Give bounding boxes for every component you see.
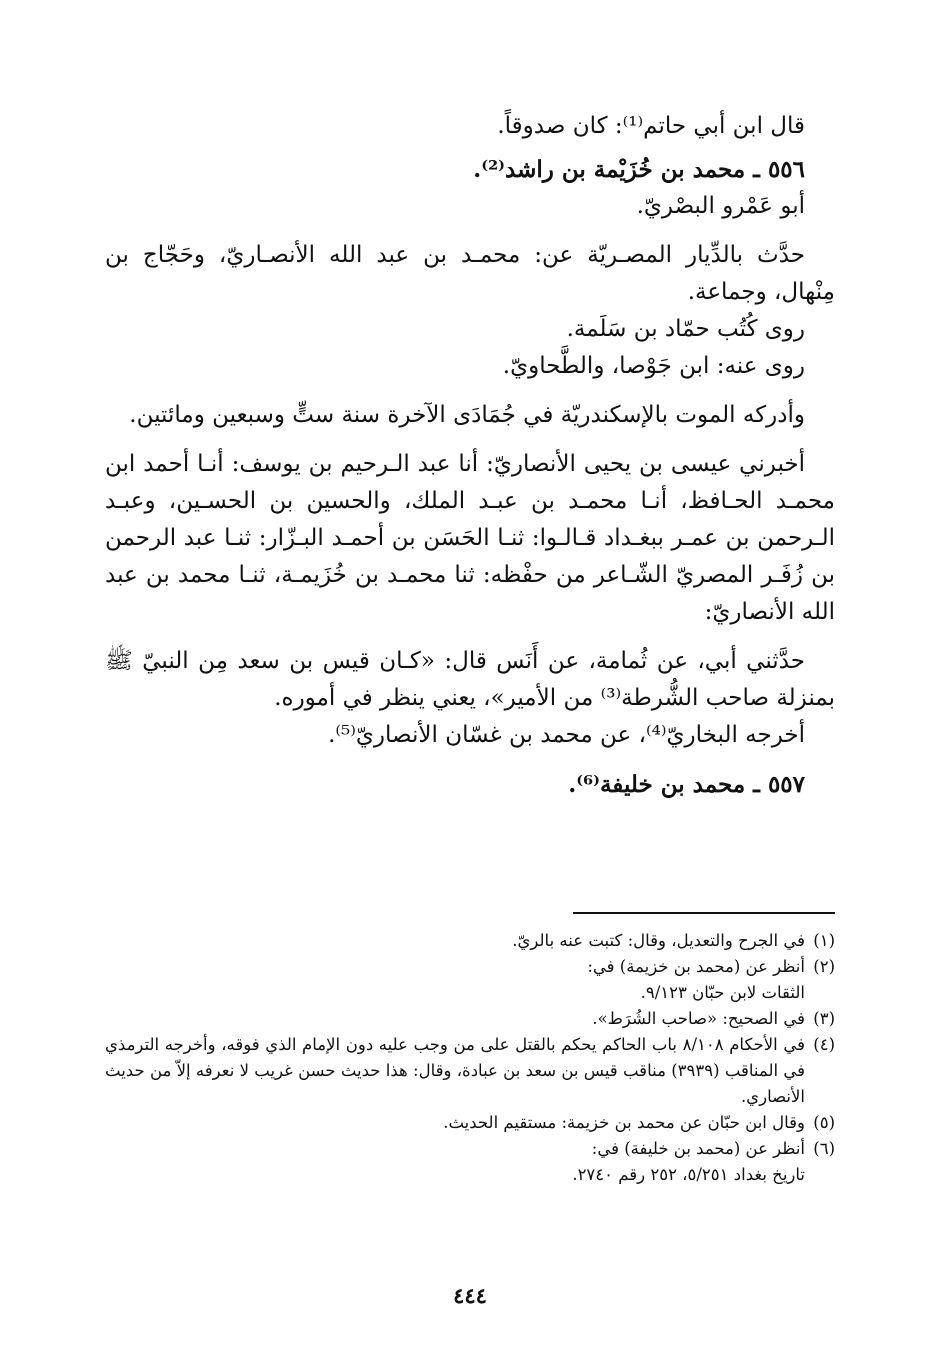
paragraph-haddath: حدَّث بالدِّيار المصـريّة عن: محمـد بن عبد الله الأنصـاريّ، وحَجّاج بن مِنْهال، وجماعة. <box>105 242 835 305</box>
footnote-text <box>105 954 805 1006</box>
footnote-line: الثقات لابن حبّان ٩/١٢٣. <box>640 983 805 1002</box>
paragraph-rawa-anhu: روى عنه: ابن جَوْصا، والطَّحاويّ. <box>502 353 805 379</box>
footnote <box>105 1006 835 1032</box>
entry-heading-557: ٥٥٧ ـ محمد بن خليفة⁽⁶⁾. <box>568 771 805 798</box>
footnote-line: في الصحيح: «صاحب الشُرَط». <box>592 1009 805 1028</box>
footnote-number: (٤) <box>813 1035 835 1054</box>
paragraph-rawa-kutub: روى كُتُب حمّاد بن سَلَمة. <box>566 316 805 342</box>
footnote <box>105 1032 835 1110</box>
main-text <box>105 108 835 803</box>
footnote-number: (٥) <box>813 1113 835 1132</box>
paragraph-abi-hatim: قال ابن أبي حاتم⁽¹⁾: كان صدوقاً. <box>497 113 805 139</box>
footnote-text <box>105 1006 805 1032</box>
footnote-number: (٦) <box>813 1139 835 1158</box>
footnote-line: أنظر عن (محمد بن خزيمة) في: <box>587 957 805 976</box>
footnote-line: في الأحكام ٨/١٠٨ باب الحاكم يحكم بالقتل على من وجب عليه دون الإمام الذي فوقه، وأخرجه الترمذي في المناقب (٣٩٣٩) مناقب قيس بن سعد بن عبادة، وقال: هذا حديث حسن غريب لا نعرفه إلاّ من حديث الأنصاري. <box>105 1035 805 1106</box>
footnote <box>105 1136 835 1188</box>
footnote-number: (٢) <box>813 957 835 976</box>
footnote <box>105 928 835 954</box>
footnote <box>105 1110 835 1136</box>
footnote-number: (١) <box>813 931 835 950</box>
paragraph-takhrij: أخرجه البخاريّ⁽⁴⁾، عن محمد بن غسّان الأنصاريّ⁽⁵⁾. <box>328 722 805 748</box>
paragraph-kunya: أبو عَمْرو البصْريّ. <box>636 193 805 219</box>
paragraph-isnad: أخبرني عيسى بن يحيى الأنصاريّ: أنا عبد الـرحيم بن يوسف: أنـا أحمد ابن محمـد الحـافظ، أنـا محمـد بن عبـد الملك، والحسين بن الحسـين، وعبـد الـرحمن بن عمـر ببغـداد قـالـوا: ثنـا الحَسَن بن أحمـد البـزّار: ثنـا عبد الرحمن بن زُفَـر المصريّ الشّـاعر من حفْظه: ثنا محمـد بن خُزَيمـة، ثنـا محمد بن عبد الله الأنصاريّ: <box>105 451 835 625</box>
entry-heading-556: ٥٥٦ ـ محمد بن خُزَيْمة بن راشد⁽²⁾. <box>473 156 805 183</box>
page-number: ٤٤٤ <box>453 1283 487 1308</box>
footnote-text <box>105 928 805 954</box>
footnote-line: في الجرح والتعديل، وقال: كتبت عنه بالريّ. <box>512 931 805 950</box>
footnote-number: (٣) <box>813 1009 835 1028</box>
footnote-separator <box>573 912 835 914</box>
footnote-text <box>105 1136 805 1188</box>
footnotes <box>105 928 835 1188</box>
paragraph-death: وأدركه الموت بالإسكندريّة في جُمَادَى الآخرة سنة ستٍّ وسبعين ومائتين. <box>129 402 805 428</box>
footnote-text <box>105 1032 805 1110</box>
footnote-line: أنظر عن (محمد بن خليفة) في: <box>591 1139 805 1158</box>
footnote-line: وقال ابن حبّان عن محمد بن خزيمة: مستقيم الحديث. <box>443 1113 805 1132</box>
paragraph-hadith: حدَّثني أبي، عن ثُمامة، عن أَنَس قال: «كـان قيس بن سعد مِن النبيّ ﷺ بمنزلة صاحب الشُّرطة⁽³⁾ من الأمير»، يعني ينظر في أموره. <box>105 648 835 711</box>
footnote <box>105 954 835 1006</box>
footnote-line: تاريخ بغداد ٥/٢٥١، ٢٥٢ رقم ٢٧٤٠. <box>572 1165 805 1184</box>
footnote-text <box>105 1110 805 1136</box>
